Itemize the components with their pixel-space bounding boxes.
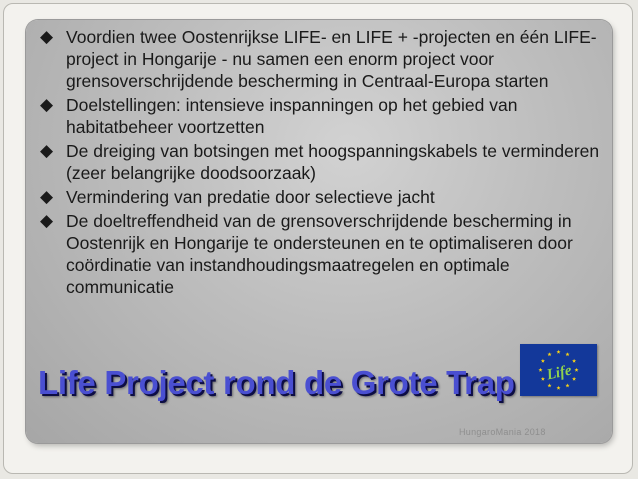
bullet-list [36,26,606,300]
bullet-diamond-icon: ◆ [40,27,54,46]
bullet-item [36,94,606,138]
eu-star-icon [565,352,569,356]
bullet-text: Doelstellingen: intensieve inspanningen op het gebied van habitatbeheer voortzetten [66,95,518,137]
eu-life-logo-graphic [520,344,597,396]
bullet-text: Voordien twee Oostenrijkse LIFE- en LIFE + -projecten en één LIFE-project in Hongarije - nu samen een enorm project voor grensoverschrijdende bescherming in Centraal-Europa starten [66,27,597,91]
eu-life-logo-icon [520,344,597,396]
bullet-item [36,140,606,184]
bullet-diamond-icon: ◆ [40,141,54,160]
bullet-text: De doeltreffendheid van de grensoverschrijdende bescherming in Oostenrijk en Hongarije te ondersteunen en te optimaliseren door coördinatie van instandhoudingsmaatregelen en optimale communicatie [66,211,573,297]
bullet-text: De dreiging van botsingen met hoogspanningskabels te verminderen (zeer belangrijke doodsoorzaak) [66,141,600,183]
eu-star-icon [547,352,551,356]
eu-star-icon [538,368,542,372]
slide-title: Life Project rond de Grote Trap [38,364,515,401]
bullet-item [36,210,606,298]
eu-star-icon [574,368,578,372]
eu-star-icon [541,377,545,381]
eu-star-icon [541,359,545,363]
bullet-diamond-icon: ◆ [40,95,54,114]
bullet-item [36,186,606,208]
footer-text: HungaroMania 2018 [459,427,546,437]
bullet-text: Vermindering van predatie door selectieve jacht [66,187,435,207]
eu-star-icon [556,386,560,390]
eu-star-icon [547,383,551,387]
eu-star-icon [556,350,560,354]
svg-text:Life: Life [545,362,574,384]
bullet-diamond-icon: ◆ [40,187,54,206]
bullet-diamond-icon: ◆ [40,211,54,230]
eu-star-icon [572,359,576,363]
bullet-item [36,26,606,92]
eu-star-icon [565,383,569,387]
